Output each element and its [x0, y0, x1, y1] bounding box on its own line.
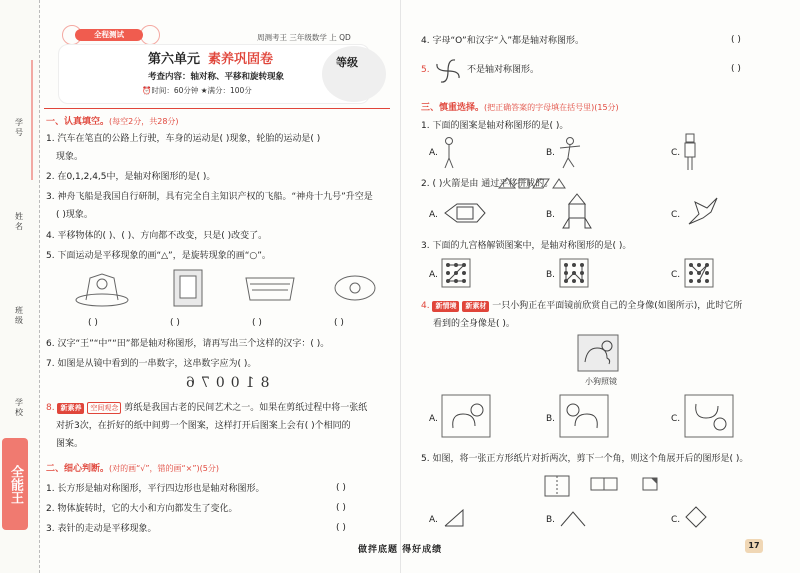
mirror-caption: 小狗照镜: [585, 377, 617, 386]
rocket-a: [443, 198, 487, 228]
dog-option-b: [559, 394, 609, 438]
section-3-title: [421, 100, 619, 113]
section-1-title: [46, 114, 179, 127]
q1-2: 2. 在0,1,2,4,5中，是轴对称图形的是( )。: [46, 172, 216, 182]
exam-scope: 考查内容：轴对称、平移和旋转现象: [148, 72, 285, 82]
q2-4: 4. 字母“O”和汉字“入”都是轴对称图形。: [421, 36, 585, 46]
q5-answer-2[interactable]: ( ): [170, 318, 180, 328]
q1-3-line2: ( )现象。: [56, 210, 93, 220]
new-literacy-tag: 新素养: [57, 403, 84, 414]
right-page: [400, 0, 800, 573]
fan-picture: [330, 270, 380, 306]
c-3: 3. 下面的九宫格解锁图案中，是轴对称图形的是( )。: [421, 241, 632, 251]
fold-steps: [539, 474, 675, 498]
new-material-tag: 新素材: [462, 301, 489, 312]
c1-option-a[interactable]: A.: [429, 148, 438, 158]
section-3-heading: 三、慎重选择。: [421, 103, 485, 113]
section-2-heading: 二、细心判断。: [46, 464, 110, 474]
figure-dancer: [558, 136, 582, 170]
c-5: 5. 如图，将一张正方形纸片对折两次，剪下一个角，则这个角展开后的图形是( )。: [421, 454, 749, 464]
mirror-digits: 810076: [180, 375, 270, 391]
figure-robot: [683, 132, 697, 172]
q1-8-line2: 对折3次，在折好的纸中间剪一个图案，这样打开后图案上会有( )个相同的: [56, 421, 351, 431]
unit-name: 第六单元: [148, 52, 201, 67]
q2-5-answer[interactable]: ( ): [731, 64, 741, 74]
dog-option-a: [441, 394, 491, 438]
spatial-tag: 空间观念: [87, 402, 121, 414]
c5-option-c[interactable]: C.: [671, 515, 681, 525]
c2-option-a[interactable]: A.: [429, 210, 438, 220]
lock-pattern-a: [441, 258, 471, 288]
grade-label: 等级: [336, 56, 358, 69]
student-id-label: 学号: [15, 118, 23, 137]
mirror-dog: [577, 334, 619, 372]
q5-answer-4[interactable]: ( ): [334, 318, 344, 328]
shape-parts: [497, 176, 567, 190]
time-score: ⏰时间：60分钟 ★满分：100分: [142, 86, 252, 95]
cut-shape-a: [443, 508, 465, 528]
c3-option-c[interactable]: C.: [671, 270, 681, 280]
c4-option-a[interactable]: A.: [429, 414, 438, 424]
q2-1-answer[interactable]: ( ): [336, 483, 346, 493]
page-number: 17: [745, 539, 763, 553]
c2-option-b[interactable]: B.: [546, 210, 556, 220]
name-label: 姓名: [15, 212, 23, 231]
unit-subtitle-red: 素养巩固卷: [208, 52, 274, 67]
c-4-line1: 4. 新情境 新素材 一只小狗正在平面镜前欣赏自己的全身像(如图所示)，此时它所: [421, 301, 743, 311]
q1-8-line3: 图案。: [56, 439, 84, 449]
q1-4: 4. 平移物体的( )、( )、方向都不改变，只是( )改变了。: [46, 231, 268, 241]
c4-option-c[interactable]: C.: [671, 414, 681, 424]
q2-5: 不是轴对称图形。: [467, 65, 540, 75]
c2-option-c[interactable]: C.: [671, 210, 681, 220]
cut-shape-c: [685, 506, 707, 528]
school-label: 学校: [15, 398, 23, 417]
binding-strip: [0, 0, 40, 573]
q1-8-text: 剪纸是我国古老的民间艺术之一。如果在剪纸过程中将一张纸: [124, 403, 368, 413]
elevator-picture: [170, 266, 206, 310]
series-label: 周测考王 三年级数学 上 QD: [257, 33, 351, 42]
c3-option-b[interactable]: B.: [546, 270, 556, 280]
q2-3-answer[interactable]: ( ): [336, 523, 346, 533]
lock-pattern-b: [559, 258, 589, 288]
c-2: 2. ( )火箭是由 通过平移拼成的。: [421, 179, 554, 189]
footer-motto: 做拌底题 得好成绩: [358, 545, 443, 555]
q1-1-line2: 现象。: [56, 152, 84, 162]
q2-4-answer[interactable]: ( ): [731, 35, 741, 45]
class-label: 班级: [15, 306, 23, 325]
c-4-text: 一只小狗正在平面镜前欣赏自己的全身像(如图所示)，此时它所: [492, 301, 743, 311]
rocket-b: [561, 192, 593, 230]
rocket-c: [685, 194, 721, 228]
q1-1-line1: 1. 汽车在笔直的公路上行驶，车身的运动是( )现象，轮胎的运动是( ): [46, 134, 321, 144]
q2-3: 3. 表针的走动是平移现象。: [46, 524, 157, 534]
c4-option-b[interactable]: B.: [546, 414, 556, 424]
c1-option-b[interactable]: B.: [546, 148, 556, 158]
c-4-line2: 看到的全身像是( )。: [433, 319, 515, 329]
drawer-picture: [240, 270, 300, 306]
c5-option-a[interactable]: A.: [429, 515, 438, 525]
q1-5: 5. 下面运动是平移现象的画“△”，是旋转现象的画“○”。: [46, 251, 271, 261]
q2-5-number: 5.: [421, 65, 430, 75]
brand-logo: 全能王: [2, 438, 28, 530]
section-3-note: (把正确答案的字母填在括号里)(15分): [484, 103, 619, 112]
new-context-tag: 新情境: [432, 301, 459, 312]
pinwheel-figure: [433, 56, 463, 86]
c1-option-c[interactable]: C.: [671, 148, 681, 158]
q2-2: 2. 物体旋转时，它的大小和方向都发生了变化。: [46, 504, 238, 514]
section-2-note: (对的画“√”，错的画“×”)(5分): [109, 464, 219, 473]
q1-6: 6. 汉字“王”“中”“田”都是轴对称图形，请再写出三个这样的汉字：( )。: [46, 339, 330, 349]
section-2-title: [46, 461, 219, 474]
test-badge: 全程测试: [75, 29, 143, 41]
wing-decoration: [140, 25, 160, 45]
c3-option-a[interactable]: A.: [429, 270, 438, 280]
section-1-note: (每空2分，共28分): [109, 117, 179, 126]
c5-option-b[interactable]: B.: [546, 515, 556, 525]
q2-2-answer[interactable]: ( ): [336, 503, 346, 513]
header-divider: [44, 108, 390, 109]
q1-7: 7. 如图是从镜中看到的一串数字，这串数字应为( )。: [46, 359, 257, 369]
q5-answer-1[interactable]: ( ): [88, 318, 98, 328]
q5-answer-3[interactable]: ( ): [252, 318, 262, 328]
dog-option-c: [684, 394, 734, 438]
section-1-heading: 一、认真填空。: [46, 117, 110, 127]
q2-1: 1. 长方形是轴对称图形，平行四边形也是轴对称图形。: [46, 484, 265, 494]
q1-8-line1: 8. 新素养 空间观念 剪纸是我国古老的民间艺术之一。如果在剪纸过程中将一张纸: [46, 403, 368, 413]
lock-pattern-c: [684, 258, 714, 288]
page-title: [148, 48, 273, 67]
cut-shape-b: [559, 508, 587, 528]
c-1: 1. 下面的图案是轴对称图形的是( )。: [421, 121, 569, 131]
q1-3-line1: 3. 神舟飞船是我国自行研制，具有完全自主知识产权的飞船。“神舟十九号”升空是: [46, 192, 373, 202]
figure-person: [441, 136, 457, 170]
decor-line: [31, 60, 33, 180]
swing-picture: [72, 268, 132, 308]
